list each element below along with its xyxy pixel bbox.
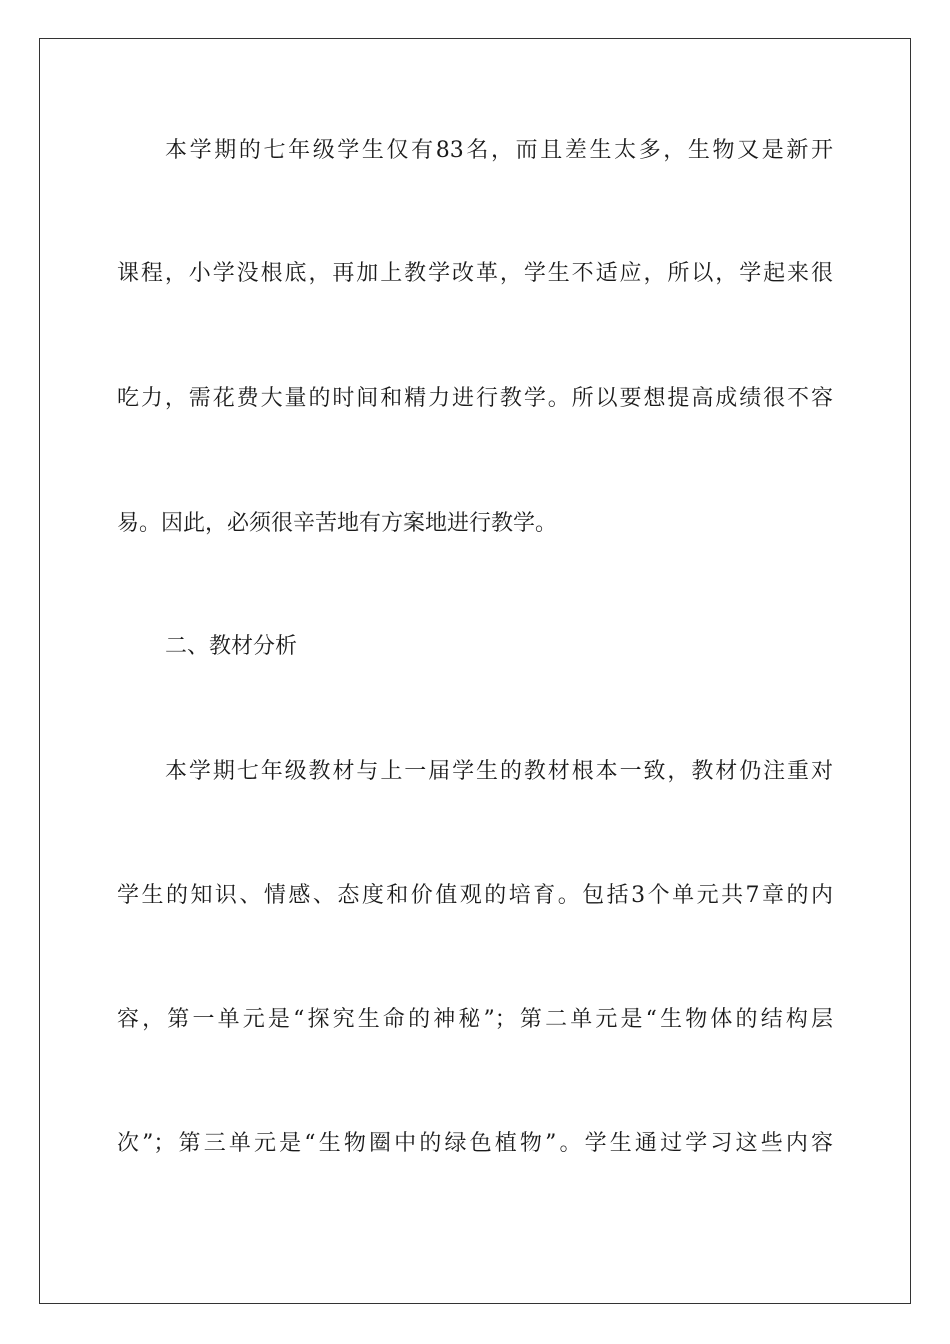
paragraph-line: 易。因此，必须很辛苦地有方案地进行教学。 bbox=[117, 511, 558, 536]
paragraph-line: 本学期七年级教材与上一届学生的教材根本一致，教材仍注重对 bbox=[165, 759, 833, 784]
paragraph-line: 次”；第三单元是“生物圈中的绿色植物”。学生通过学习这些内容 bbox=[117, 1131, 833, 1156]
section-heading: 二、教材分析 bbox=[165, 634, 298, 659]
page-border bbox=[39, 38, 911, 1304]
paragraph-line: 吃力，需花费大量的时间和精力进行教学。所以要想提高成绩很不容 bbox=[117, 386, 833, 411]
paragraph-line: 课程，小学没根底，再加上教学改革，学生不适应，所以，学起来很 bbox=[117, 261, 833, 286]
paragraph-line: 学生的知识、情感、态度和价值观的培育。包括3个单元共7章的内 bbox=[117, 883, 833, 908]
paragraph-line: 容，第一单元是“探究生命的神秘”；第二单元是“生物体的结构层 bbox=[117, 1007, 833, 1032]
paragraph-line: 本学期的七年级学生仅有83名，而且差生太多，生物又是新开 bbox=[165, 138, 833, 163]
